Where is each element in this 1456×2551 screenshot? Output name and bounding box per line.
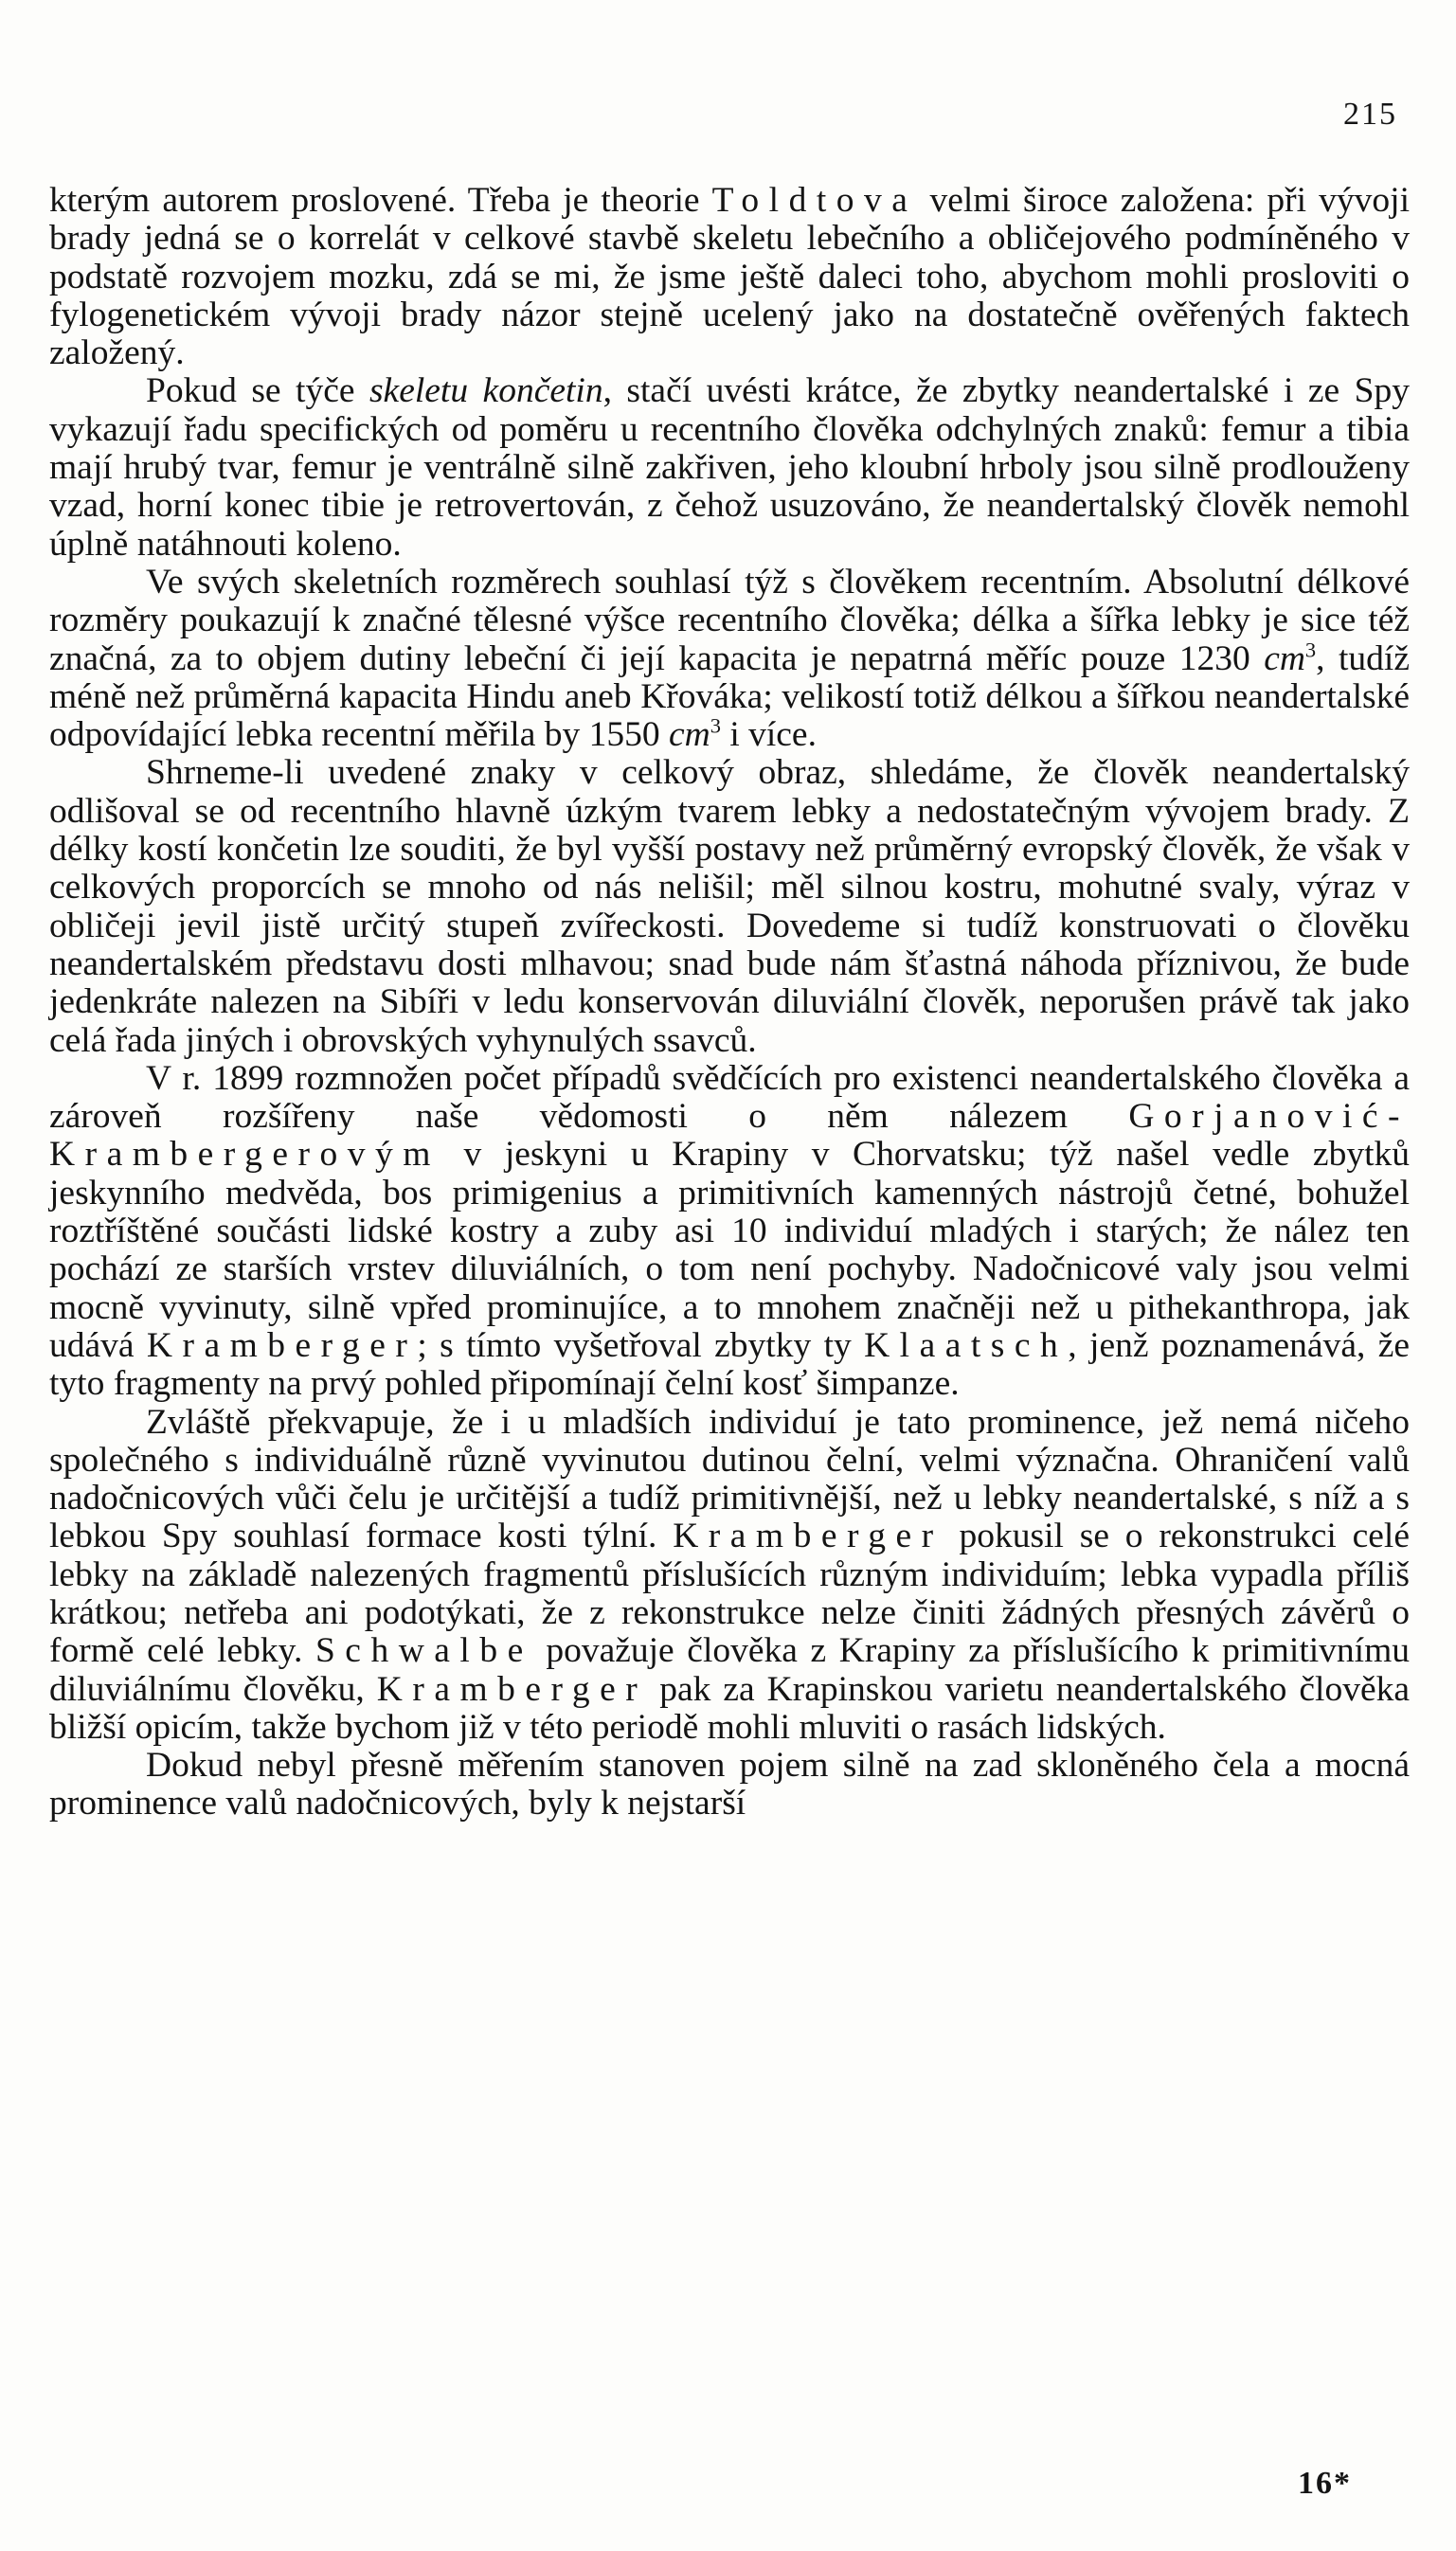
paragraph xyxy=(49,1060,1410,1404)
paragraph xyxy=(49,1404,1410,1748)
text-segment: 3 xyxy=(1304,638,1317,662)
text-segment: ; s tímto vyšetřoval zbytky ty xyxy=(417,1325,865,1365)
author-name: Schwalbe xyxy=(315,1631,533,1671)
text-segment: , jenž poznamenává, že tyto fragmenty na prvý pohled připomínají čelní kosť šimpanze. xyxy=(49,1325,1410,1404)
text-segment: V r. 1899 rozmnožen počet případů svědčících pro existenci neandertalského člověka a zároveň rozšířeny naše vědomosti o něm nálezem xyxy=(49,1058,1410,1137)
text-segment: velmi široce založena: při vývoji brady jedná se o korrelát v celkové stavbě skeletu lebečního a obličejového podmíněného v podstatě rozvojem mozku, zdá se mi, že jsme ještě daleci toho, abychom mohli prosloviti o fylogenetickém vývoji brady názor stejně ucelený jako na dostatečně ověřených faktech založený. xyxy=(49,181,1410,373)
emphasis-text: cm xyxy=(1264,638,1305,678)
body-text xyxy=(49,182,1410,1823)
paragraph xyxy=(49,1747,1410,1823)
paragraph xyxy=(49,182,1410,372)
text-segment: pak za Krapinskou varietu neandertalského člověka bližší opicím, takže bychom již v této periodě mohli mluviti o rasách lidských. xyxy=(49,1669,1410,1747)
text-segment: Ve svých skeletních rozměrech souhlasí týž s člověkem recentním. Absolutní délkové rozměry poukazují k značné tělesné výšce recentního člověka; délka a šířka lebky je sice též značná, za to objem dutiny lebeční či její kapacita je nepatrná měříc pouze 1230 xyxy=(49,562,1410,678)
text-segment: v jeskyni u Krapiny v Chorvatsku; týž našel vedle zbytků jeskynního medvěda, bos primigenius a primitivních kamenných nástrojů četné, bohužel roztříštěné součásti lidské kostry a zuby asi 10 individuí mladých i starých; že nález ten pochází ze starších vrstev diluviálních, o tom není pochyby. Nadočnicové valy jsou velmi mocně vyvinuty, silně vpřed prominujíce, a to mnohem značněji než u pithekanthropa, jak udává xyxy=(49,1135,1410,1365)
paragraph xyxy=(49,564,1410,754)
text-segment: pokusil se o rekonstrukci celé lebky na základě nalezených fragmentů příslušících různým individuím; lebka vypadla příliš krátkou; netřeba ani podotýkati, že z rekonstrukce nelze činiti žádných přesných závěrů o formě celé lebky. xyxy=(49,1517,1410,1671)
printer-signature-mark: 16* xyxy=(1298,2466,1352,2501)
emphasis-text: cm xyxy=(668,715,710,755)
text-segment: Dokud nebyl přesně měřením stanoven pojem silně na zad skloněného čela a mocná prominence valů nadočnicových, byly k nejstarší xyxy=(49,1746,1410,1823)
author-name: Gorjanović-Krambergerovým xyxy=(49,1097,1410,1175)
author-name: Kramberger xyxy=(673,1517,944,1556)
text-segment: Pokud se týče xyxy=(146,371,369,411)
author-name: Klaatsch xyxy=(864,1325,1069,1365)
author-name: Kramberger xyxy=(146,1325,418,1365)
text-segment: Shrneme-li uvedené znaky v celkový obraz, shledáme, že člověk neandertalský odlišoval se od recentního hlavně úzkým tvarem lebky a nedostatečným vývojem brady. Z délky kostí končetin lze souditi, že byl vyšší postavy než průměrný evropský člověk, že však v celkových proporcích se mnoho od nás nelišil; měl silnou kostru, mohutné svaly, výraz v obličeji jevil jistě určitý stupeň zvířeckosti. Dovedeme si tudíž konstruovati o člověku neandertalském představu dosti mlhavou; snad bude nám šťastná náhoda příznivou, že bude jedenkráte nalezen na Sibíři v ledu konservován diluviální člověk, neporušen právě tak jako celá řada jiných i obrovských vyhynulých ssavců. xyxy=(49,753,1410,1060)
text-segment: kterým autorem proslovené. Třeba je theorie xyxy=(49,181,712,220)
emphasis-text: skeletu končetin xyxy=(368,371,603,411)
author-name: Kramberger xyxy=(376,1669,648,1709)
text-segment: , tudíž méně než průměrná kapacita Hindu aneb Křováka; velikostí totiž délkou a šířkou neandertalské odpovídající lebka recentní měřila by 1550 xyxy=(49,638,1410,755)
text-segment: 3 xyxy=(710,713,721,738)
page-number: 215 xyxy=(1343,97,1397,132)
paragraph xyxy=(49,372,1410,563)
author-name: Toldtova xyxy=(711,181,918,220)
text-segment: , stačí uvésti krátce, že zbytky neandertalské i ze Spy vykazují řadu specifických od poměru u recentního člověka odchylných znaků: femur a tibia mají hrubý tvar, femur je ventrálně silně zakřiven, jeho kloubní hrboly jsou silně prodlouženy vzad, horní konec tibie je retrovertován, z čehož usuzováno, že neandertalský člověk nemohl úplně natáhnouti koleno. xyxy=(49,371,1410,564)
paragraph xyxy=(49,754,1410,1059)
text-segment: Zvláště překvapuje, že i u mladších individuí je tato prominence, jež nemá ničeho společného s individuálně různě vyvinutou dutinou čelní, velmi význačna. Ohraničení valů nadočnicových vůči čelu je určitější a tudíž primitivnější, než u lebky neandertalské, s níž a s lebkou Spy souhlasí formace kosti týlní. xyxy=(49,1402,1410,1556)
text-segment: i více. xyxy=(720,715,817,755)
text-segment: považuje člověka z Krapiny za příslušícího k primitivnímu diluviálnímu člověku, xyxy=(49,1631,1410,1709)
